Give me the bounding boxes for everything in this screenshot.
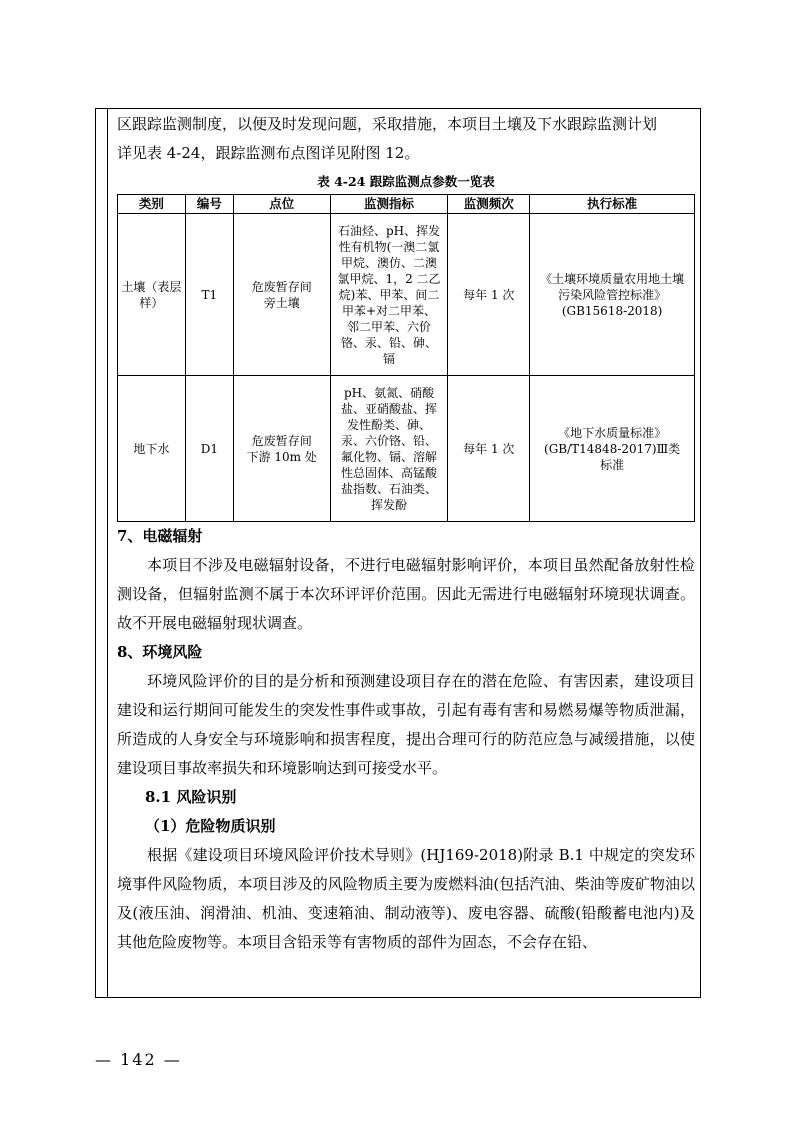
cell-indicators: pH、氨氮、硝酸盐、亚硝酸盐、挥发性酚类、砷、汞、六价铬、铅、氟化物、镉、溶解性总固体、高锰酸盐指数、石油类、挥发酚 bbox=[330, 376, 448, 522]
cell-standard: 《土壤环境质量农用地土壤污染风险管控标准》(GB15618-2018) bbox=[530, 214, 695, 376]
subsection-hazard-title: （1）危险物质识别 bbox=[145, 817, 276, 835]
frame-left-column bbox=[107, 108, 108, 998]
intro-line-2: 详见表 4-24，跟踪监测布点图详见附图 12。 bbox=[117, 144, 420, 162]
cell-code: D1 bbox=[185, 376, 233, 522]
section-7-body: 本项目不涉及电磁辐射设备，不进行电磁辐射影响评价，本项目虽然配备放射性检测设备，但辐射监测不属于本次环评评价范围。因此无需进行电磁辐射环境现状调查。故不开展电磁辐射现状调查。 bbox=[117, 556, 695, 632]
cell-frequency: 每年 1 次 bbox=[448, 214, 530, 376]
table-row bbox=[118, 214, 695, 376]
cell-category: 土壤（表层样） bbox=[118, 214, 186, 376]
cell-standard: 《地下水质量标准》(GB/T14848-2017)Ⅲ类标准 bbox=[530, 376, 695, 522]
page-content bbox=[117, 110, 695, 957]
col-header-code: 编号 bbox=[185, 195, 233, 214]
cell-location: 危废暂存间下游 10m 处 bbox=[233, 376, 330, 522]
page-number: — 142 — bbox=[95, 1050, 182, 1069]
col-header-location: 点位 bbox=[233, 195, 330, 214]
section-8-body-2: 根据《建设项目环境风险评价技术导则》(HJ169-2018)附录 B.1 中规定的突发环境事件风险物质，本项目涉及的风险物质主要为废燃料油(包括汽油、柴油等废矿物油以及(液压油、润滑油、机油、变速箱油、制动液等)、废电容器、硫酸(铅酸蓄电池内)及其他危险废物等。本项目含铅汞等有害物质的部件为固态，不会存在铅、 bbox=[117, 846, 695, 951]
cell-category: 地下水 bbox=[118, 376, 186, 522]
section-8-body: 环境风险评价的目的是分析和预测建设项目存在的潜在危险、有害因素，建设项目建设和运行期间可能发生的突发性事件或事故，引起有毒有害和易燃易爆等物质泄漏，所造成的人身安全与环境影响和损害程度，提出合理可行的防范应急与减缓措施，以使建设项目事故率损失和环境影响达到可接受水平。 bbox=[117, 672, 695, 777]
col-header-frequency: 监测频次 bbox=[448, 195, 530, 214]
col-header-standard: 执行标准 bbox=[530, 195, 695, 214]
section-8-title: 8、环境风险 bbox=[117, 643, 203, 661]
subsection-8-1-title: 8.1 风险识别 bbox=[145, 788, 237, 806]
col-header-indicators: 监测指标 bbox=[330, 195, 448, 214]
cell-frequency: 每年 1 次 bbox=[448, 376, 530, 522]
cell-indicators: 石油烃、pH、挥发性有机物(一澳二氯甲烷、澳仿、二澳氯甲烷、1，2 二乙烷)苯、甲苯、间二甲苯+对二甲苯、邻二甲苯、六价铬、汞、铅、砷、镉 bbox=[330, 214, 448, 376]
intro-line-1: 区跟踪监测制度，以便及时发现问题，采取措施，本项目土壤及下水跟踪监测计划 bbox=[117, 115, 658, 133]
monitoring-table bbox=[117, 194, 695, 522]
col-header-category: 类别 bbox=[118, 195, 186, 214]
cell-location: 危废暂存间旁土壤 bbox=[233, 214, 330, 376]
table-caption: 表 4-24 跟踪监测点参数一览表 bbox=[317, 174, 495, 189]
table-row bbox=[118, 376, 695, 522]
table-header-row bbox=[118, 195, 695, 214]
section-7-title: 7、电磁辐射 bbox=[117, 527, 203, 545]
cell-code: T1 bbox=[185, 214, 233, 376]
